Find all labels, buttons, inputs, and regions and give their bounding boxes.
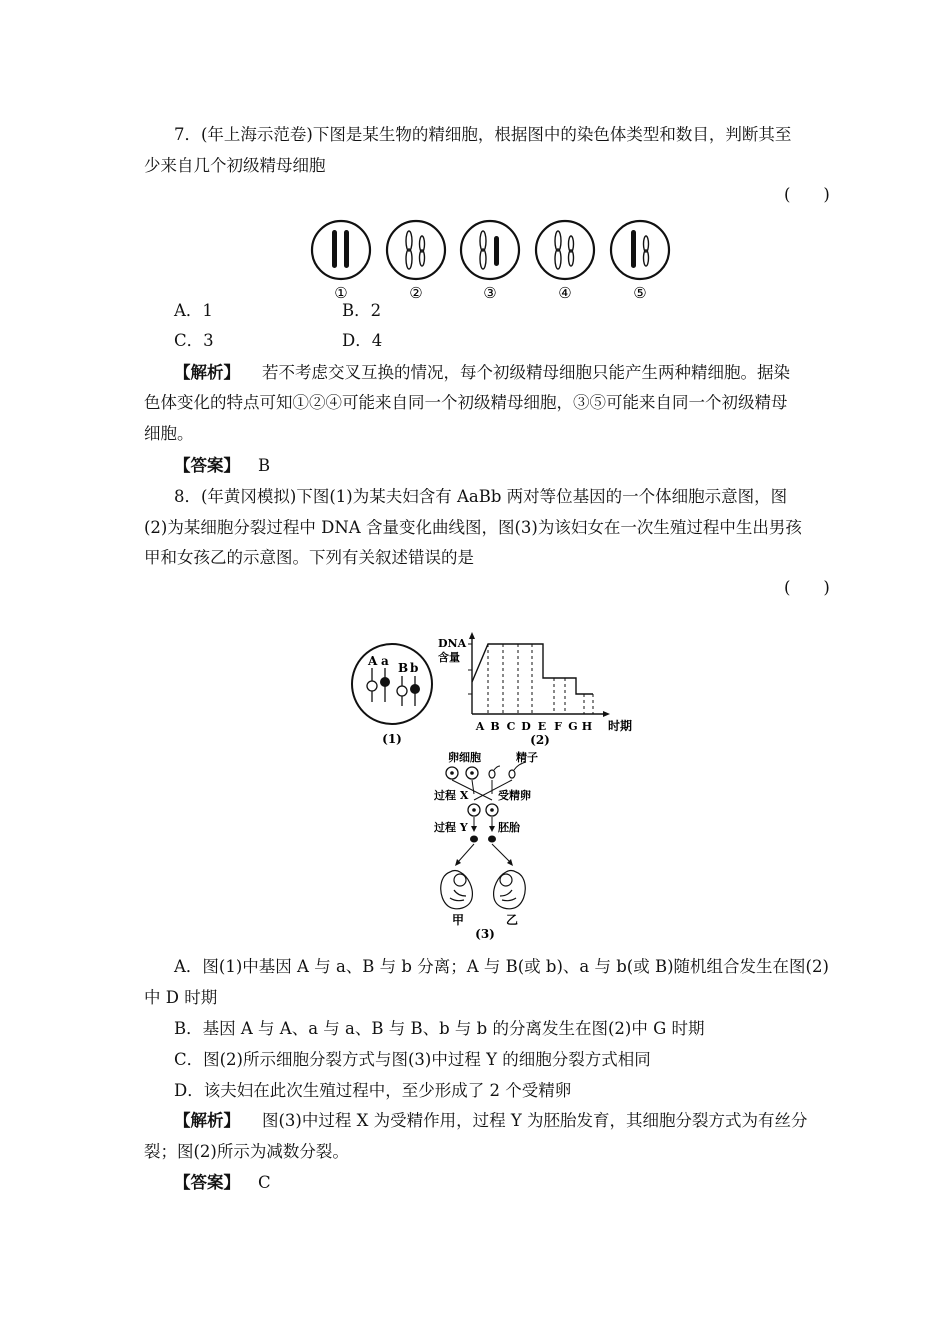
cell-label-2: ② xyxy=(409,284,423,302)
fig3-sperm-label: 精子 xyxy=(516,751,538,764)
egg-cell-icon xyxy=(466,767,478,779)
gene-label-B: B xyxy=(398,661,409,675)
fig1-caption: (1) xyxy=(382,732,402,746)
q7-analysis-line2: 色体变化的特点可知①②④可能来自同一个初级精母细胞，③⑤可能来自同一个初级精母 xyxy=(144,393,788,412)
q7-option-b: B．2 xyxy=(342,301,382,320)
q8-analysis-label: 【解析】 xyxy=(174,1111,240,1130)
q7-answer-paren: ( ) xyxy=(784,185,830,204)
q8-option-c: C．图(2)所示细胞分裂方式与图(3)中过程 Y 的细胞分裂方式相同 xyxy=(174,1050,651,1069)
fig2-period-G: G xyxy=(568,720,578,733)
fig3-girl-label: 乙 xyxy=(505,913,519,927)
gene-label-b: b xyxy=(410,661,419,675)
q7-analysis-line3: 细胞。 xyxy=(144,424,194,443)
q7-answer: B xyxy=(258,456,271,475)
q8-analysis-line1: 图(3)中过程 X 为受精作用，过程 Y 为胚胎发育，其细胞分裂方式为有丝分 xyxy=(262,1111,808,1130)
q7-sperm-cells-figure xyxy=(300,212,680,304)
q8-analysis-line2: 裂；图(2)所示为减数分裂。 xyxy=(144,1142,349,1161)
fig2-period-E: E xyxy=(537,720,547,733)
q7-analysis-label: 【解析】 xyxy=(174,363,240,382)
q8-option-b: B．基因 A 与 A、a 与 a、B 与 B、b 与 b 的分离发生在图(2)中 G 时期 xyxy=(174,1019,705,1038)
q8-fig3-reproduction xyxy=(430,748,570,940)
fig2-ylabel-line1: DNA xyxy=(438,637,467,650)
fig3-boy-label: 甲 xyxy=(451,913,465,927)
q7-answer-label: 【答案】 xyxy=(174,456,240,475)
q7-option-d: D．4 xyxy=(342,331,383,350)
q8-stem-line1: 8．(年黄冈模拟)下图(1)为某夫妇含有 AaBb 两对等位基因的一个体细胞示意图，图 xyxy=(174,487,788,506)
fig2-period-F: F xyxy=(554,720,562,733)
fig2-period-H: H xyxy=(581,720,593,733)
fetus-girl-icon xyxy=(494,871,526,909)
fig2-ylabel-line2: 含量 xyxy=(438,651,460,664)
zygote-icon xyxy=(468,804,480,816)
embryo-icon xyxy=(470,836,478,843)
fig2-caption: (2) xyxy=(530,733,550,747)
q7-stem-line2: 少来自几个初级精母细胞 xyxy=(144,156,326,175)
fig2-period-D: D xyxy=(521,720,531,733)
fig3-zygote-label: 受精卵 xyxy=(498,789,531,802)
fig3-egg-label: 卵细胞 xyxy=(448,751,481,764)
sperm-cell-3 xyxy=(461,221,519,279)
q8-option-d: D．该夫妇在此次生殖过程中，至少形成了 2 个受精卵 xyxy=(174,1081,572,1100)
q7-option-c: C．3 xyxy=(174,331,214,350)
q8-stem-line3: 甲和女孩乙的示意图。下列有关叙述错误的是 xyxy=(144,548,474,567)
q8-fig1-somatic-cell xyxy=(348,640,438,750)
sperm-cell-2 xyxy=(387,221,445,279)
gene-label-a: a xyxy=(381,654,389,668)
cell-label-5: ⑤ xyxy=(633,284,647,302)
cell-label-4: ④ xyxy=(558,284,572,302)
sperm-cell-4 xyxy=(536,221,594,279)
cell-label-1: ① xyxy=(334,284,348,302)
q8-stem-line2: (2)为某细胞分裂过程中 DNA 含量变化曲线图，图(3)为该妇女在一次生殖过程中生出男孩 xyxy=(144,518,802,537)
sperm-icon xyxy=(489,766,500,778)
fig2-period-B: B xyxy=(490,720,500,733)
egg-cell-icon xyxy=(446,767,458,779)
sperm-cell-5 xyxy=(611,221,669,279)
embryo-icon xyxy=(488,836,496,843)
fetus-boy-icon xyxy=(441,871,473,909)
fig2-period-A: A xyxy=(475,720,485,733)
q8-answer-label: 【答案】 xyxy=(174,1173,240,1192)
fig2-xlabel: 时期 xyxy=(608,719,633,733)
q8-option-a-line1: A．图(1)中基因 A 与 a、B 与 b 分离；A 与 B(或 b)、a 与 b(或 B)随机组合发生在图(2) xyxy=(174,957,829,976)
gene-label-A: A xyxy=(368,654,378,668)
q8-answer-paren: ( ) xyxy=(784,578,830,597)
sperm-icon xyxy=(509,762,526,778)
fig3-process-x-label: 过程 X xyxy=(434,789,469,802)
q7-option-a: A．1 xyxy=(174,301,213,320)
sperm-cell-1 xyxy=(312,221,370,279)
zygote-icon xyxy=(486,804,498,816)
fig3-embryo-label: 胚胎 xyxy=(498,821,520,834)
fig2-period-C: C xyxy=(506,720,516,733)
fig3-caption: (3) xyxy=(475,927,495,940)
q7-analysis-line1: 若不考虑交叉互换的情况，每个初级精母细胞只能产生两种精细胞。据染 xyxy=(262,363,790,382)
cell-label-3: ③ xyxy=(483,284,497,302)
fig3-process-y-label: 过程 Y xyxy=(434,821,468,834)
q7-stem-line1: 7．(年上海示范卷)下图是某生物的精细胞，根据图中的染色体类型和数目，判断其至 xyxy=(174,125,792,144)
q8-option-a-line2: 中 D 时期 xyxy=(144,988,218,1007)
q8-fig2-dna-curve xyxy=(436,632,642,750)
q8-answer: C xyxy=(258,1173,271,1192)
